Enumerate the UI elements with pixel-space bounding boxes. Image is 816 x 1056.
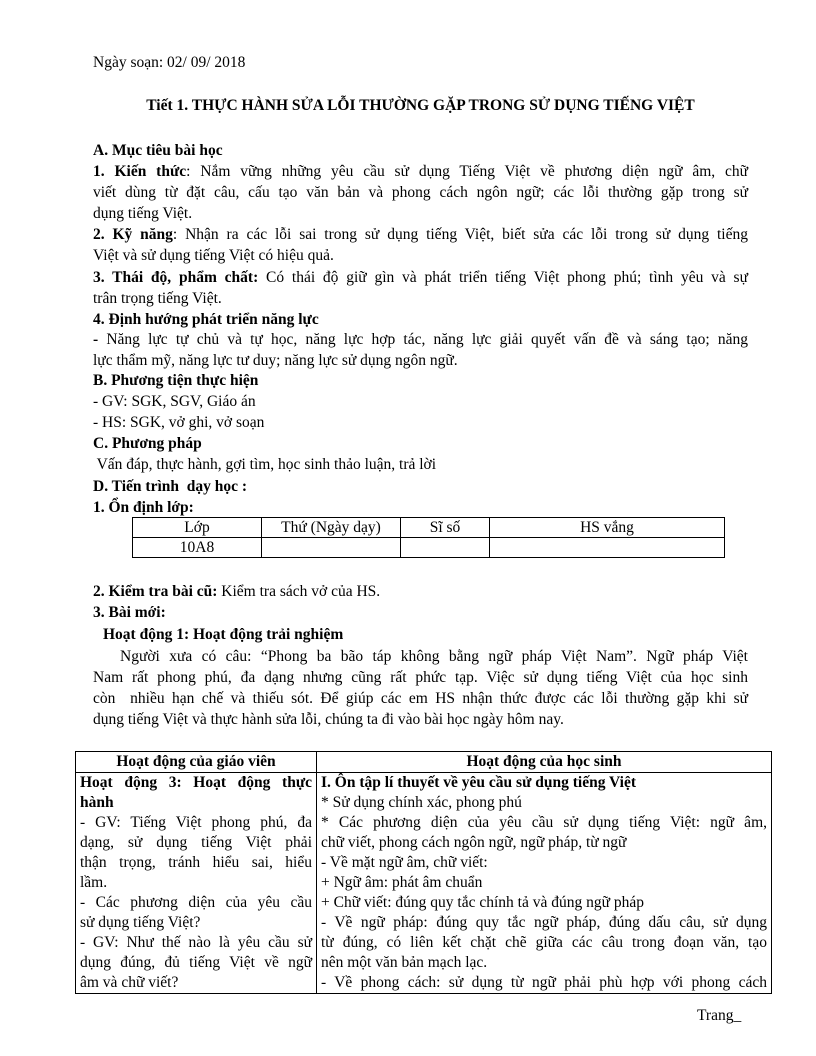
- check-text: Kiểm tra sách vở của HS.: [217, 583, 381, 600]
- activity1-heading: Hoạt động 1: Hoạt động trải nghiệm: [103, 626, 344, 643]
- resources-teacher: - GV: SGK, SGV, Giáo án: [93, 393, 256, 410]
- class-table-cell: 10A8: [133, 538, 262, 558]
- skill-line-1: [93, 224, 748, 245]
- student-activity-line: nên một văn bản mạch lạc.: [321, 954, 488, 971]
- intro-line-4: dụng tiếng Việt và thực hành sửa lỗi, chúng ta đi vào bài học ngày hôm nay.: [93, 711, 564, 728]
- class-table-header-cell: HS vắng: [490, 518, 725, 538]
- student-column-header: Hoạt động của học sinh: [317, 752, 772, 773]
- attitude-text: Có thái độ giữ gìn và phát triển tiếng Việt phong phú; tình yêu và sự: [258, 269, 748, 286]
- student-activity-line: + Chữ viết: đúng quy tắc chính tả và đúng ngữ pháp: [321, 894, 645, 911]
- student-activity-line: - Về ngữ pháp: đúng quy tắc ngữ pháp, đúng dấu câu, sử dụng: [321, 914, 767, 931]
- competency-heading: 4. Định hướng phát triển năng lực: [93, 311, 319, 328]
- activity-table-header: [76, 752, 772, 773]
- class-table-header: [133, 518, 725, 538]
- resources-student: - HS: SGK, vở ghi, vở soạn: [93, 414, 265, 431]
- knowledge-line-3: dụng tiếng Việt.: [93, 205, 193, 222]
- student-activity-line: * Sử dụng chính xác, phong phú: [321, 794, 522, 811]
- attitude-line-2: trân trọng tiếng Việt.: [93, 290, 222, 307]
- new-lesson-heading: 3. Bài mới:: [93, 604, 166, 621]
- intro-line-2: Nam rất phong phú, đa dạng nhưng cũng rất phức tạp. Việc sử dụng tiếng Việt của học sinh: [93, 669, 748, 686]
- student-activity-line: - Về mặt ngữ âm, chữ viết:: [321, 854, 488, 871]
- student-activity-cell: [317, 773, 772, 994]
- teacher-activity-line: sử dụng tiếng Việt?: [80, 914, 201, 931]
- teacher-activity-line: - GV: Tiếng Việt phong phú, đa: [80, 814, 312, 831]
- teacher-activity-line: âm và chữ viết?: [80, 974, 179, 991]
- class-table-header-cell: Lớp: [133, 518, 262, 538]
- competency-line-2: lực thẩm mỹ, năng lực tư duy; năng lực sử dụng ngôn ngữ.: [93, 352, 458, 369]
- student-activity-line: + Ngữ âm: phát âm chuẩn: [321, 874, 483, 891]
- activity-table: [75, 751, 772, 994]
- intro-line-3: còn nhiều hạn chế và thiếu sót. Để giúp các em HS nhận thức được các lỗi thường gặp khi sử: [93, 690, 748, 707]
- process-heading: D. Tiến trình dạy học :: [93, 478, 248, 495]
- student-activity-line: I. Ôn tập lí thuyết về yêu cầu sử dụng tiếng Việt: [321, 774, 637, 791]
- teacher-activity-cell: [76, 773, 317, 994]
- competency-dash: -: [93, 331, 107, 348]
- competency-line-1: [93, 329, 748, 350]
- intro-line-1: Người xưa có câu: “Phong ba bão táp không bằng ngữ pháp Việt Nam”. Ngữ pháp Việt: [120, 648, 748, 665]
- lesson-title: Tiết 1. THỰC HÀNH SỬA LỖI THƯỜNG GẶP TRONG SỬ DỤNG TIẾNG VIỆT: [146, 97, 695, 114]
- prep-date: Ngày soạn: 02/ 09/ 2018: [93, 54, 246, 71]
- knowledge-text: : Nắm vững những yêu cầu sử dụng Tiếng Việt về phương diện ngữ âm, chữ: [186, 163, 748, 180]
- method-text: Vấn đáp, thực hành, gợi tìm, học sinh thảo luận, trả lời: [93, 456, 437, 473]
- page-footer: Trang_: [697, 1007, 742, 1024]
- objectives-heading: A. Mục tiêu bài học: [93, 142, 223, 159]
- knowledge-line-2: viết dùng từ đặt câu, cấu tạo văn bản và phong cách ngôn ngữ; các lỗi thường gặp trong sử: [93, 184, 748, 201]
- teacher-activity-line: dụng đúng, đủ tiếng Việt về ngữ: [80, 954, 312, 971]
- class-table: [132, 517, 725, 558]
- class-table-header-cell: Sĩ số: [401, 518, 490, 538]
- teacher-activity-line: hành: [80, 794, 114, 811]
- knowledge-line-1: [93, 161, 748, 182]
- activity-table-row: [76, 773, 772, 994]
- competency-text: Năng lực tự chủ và tự học, năng lực hợp tác, năng lực giải quyết vấn đề và sáng tạo; năng: [106, 331, 748, 348]
- student-activity-line: * Các phương diện của yêu cầu sử dụng tiếng Việt: ngữ âm,: [321, 814, 767, 831]
- resources-heading: B. Phương tiện thực hiện: [93, 372, 259, 389]
- skill-text: : Nhận ra các lỗi sai trong sử dụng tiếng Việt, biết sửa các lỗi trong sử dụng tiếng: [172, 226, 748, 243]
- teacher-activity-line: thận trọng, tránh hiểu sai, hiểu: [80, 854, 312, 871]
- skill-line-2: Việt và sử dụng tiếng Việt có hiệu quả.: [93, 247, 334, 264]
- student-activity-line: từ đúng, có liên kết chặt chẽ giữa các câu trong đoạn văn, tạo: [321, 934, 767, 951]
- knowledge-label: 1. Kiến thức: [93, 163, 187, 180]
- student-activity-line: - Về phong cách: sử dụng từ ngữ phải phù hợp với phong cách: [321, 974, 767, 991]
- skill-label: 2. Kỹ năng: [93, 226, 173, 243]
- attitude-label: 3. Thái độ, phẩm chất:: [93, 269, 259, 286]
- class-table-cell: [262, 538, 401, 558]
- teacher-activity-line: - Các phương diện của yêu cầu: [80, 894, 312, 911]
- teacher-column-header: Hoạt động của giáo viên: [76, 752, 317, 773]
- check-label: 2. Kiểm tra bài cũ:: [93, 583, 218, 600]
- class-table-header-cell: Thứ (Ngày dạy): [262, 518, 401, 538]
- method-heading: C. Phương pháp: [93, 435, 202, 452]
- class-table-row: [133, 538, 725, 558]
- teacher-activity-line: dạng, sử dụng tiếng Việt phải: [80, 834, 312, 851]
- student-activity-line: chữ viết, phong cách ngôn ngữ, ngữ pháp, từ ngữ: [321, 834, 627, 851]
- stabilize-heading: 1. Ổn định lớp:: [93, 499, 194, 516]
- teacher-activity-line: Hoạt động 3: Hoạt động thực: [80, 774, 312, 791]
- class-table-cell: [490, 538, 725, 558]
- teacher-activity-line: lầm.: [80, 874, 108, 891]
- attitude-line-1: [93, 267, 748, 288]
- check-line: [93, 581, 748, 602]
- class-table-cell: [401, 538, 490, 558]
- teacher-activity-line: - GV: Như thế nào là yêu cầu sử: [80, 934, 312, 951]
